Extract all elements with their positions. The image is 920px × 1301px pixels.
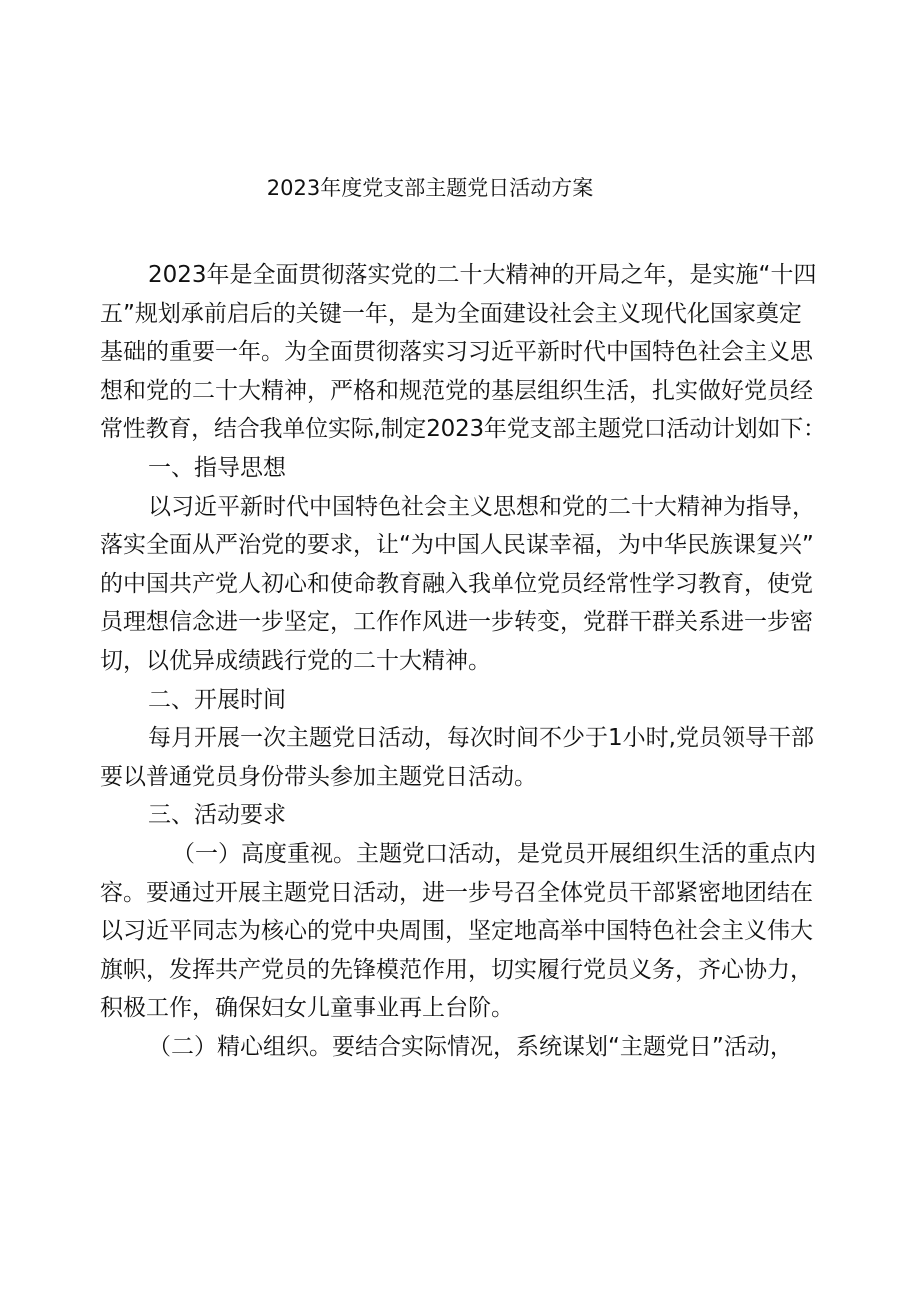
paragraph-line: 2023年是全面贯彻落实党的二十大精神的开局之年，是实施“十四 — [148, 262, 817, 288]
paragraph-line: （一）高度重视。主题党口活动，是党员开展组织生活的重点内 — [172, 840, 816, 867]
paragraph-line: （二）精心组织。要结合实际情况，系统谋划“主题党日”活动， — [148, 1033, 793, 1060]
paragraph-line: 员理想信念进一步坚定，工作作风进一步转变，党群干群关系进一步密 — [100, 609, 813, 636]
paragraph-line: 的中国共产党人初心和使命教育融入我单位党员经常性学习教育，使党 — [100, 570, 813, 597]
paragraph-line: 要以普通党员身份带头参加主题党日活动。 — [100, 763, 537, 790]
paragraph-line: 常性教育，结合我单位实际,制定2023年党支部主题党口活动计划如下： — [100, 416, 826, 443]
paragraph-line: 二、开展时间 — [148, 686, 286, 713]
document-title: 2023年度党支部主题党日活动方案 — [266, 176, 594, 200]
paragraph-line: 积极工作，确保妇女儿童事业再上台阶。 — [100, 995, 514, 1022]
paragraph-line: 每月开展一次主题党日活动，每次时间不少于1小时,党员领导干部 — [148, 725, 814, 752]
paragraph-line: 落实全面从严治党的要求，让“为中国人民谋幸福，为中华民族课复兴” — [100, 532, 814, 559]
paragraph-line: 五”规划承前启后的关键一年，是为全面建设社会主义现代化国家奠定 — [100, 300, 802, 327]
paragraph-line: 想和党的二十大精神，严格和规范党的基层组织生活，扎实做好党员经 — [100, 377, 813, 404]
paragraph-line: 旗帜，发挥共产党员的先锋模范作用，切实履行党员义务，齐心协力， — [100, 956, 813, 983]
paragraph-line: 基础的重要一年。为全面贯彻落实习习近平新时代中国特色社会主义思 — [100, 339, 813, 366]
document-body — [100, 256, 826, 1066]
paragraph-line: 以习近平新时代中国特色社会主义思想和党的二十大精神为指导， — [148, 493, 815, 520]
paragraph-line: 以习近平同志为核心的党中央周围，坚定地高举中国特色社会主义伟大 — [100, 918, 813, 945]
paragraph-line: 切，以优异成绩践行党的二十大精神。 — [100, 647, 491, 674]
paragraph-line: 一、指导思想 — [148, 454, 286, 481]
paragraph-line: 容。要通过开展主题党日活动，进一步号召全体党员干部紧密地团结在 — [100, 879, 813, 906]
paragraph-line: 三、活动要求 — [148, 802, 286, 829]
